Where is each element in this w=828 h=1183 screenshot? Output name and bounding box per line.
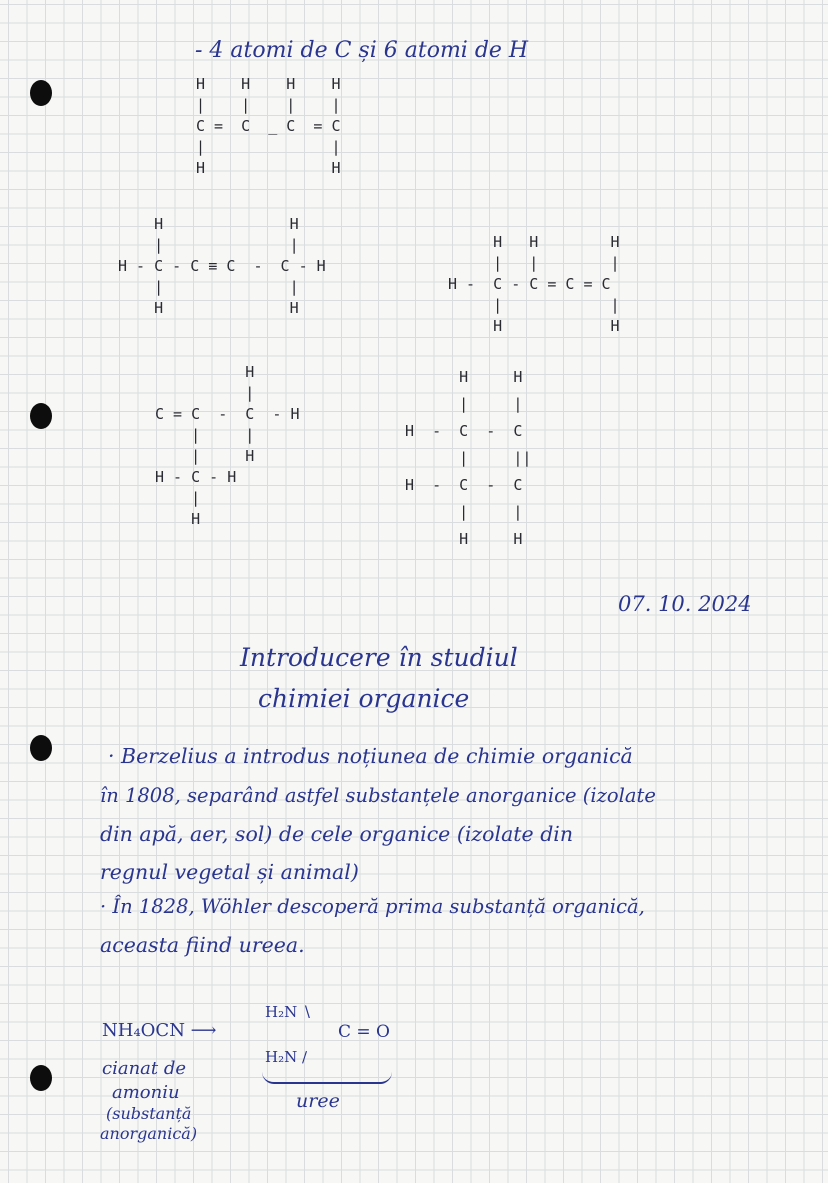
urea-product-bottom: H₂N ∕ — [265, 1048, 308, 1066]
paragraph-line: în 1808, separând astfel substanțele anorganice (izolate — [100, 784, 656, 807]
paragraph-line: · Berzelius a introdus noțiunea de chimie organică — [108, 744, 633, 768]
reactant-label: (substanță — [106, 1104, 192, 1123]
punch-hole — [30, 735, 52, 761]
structure-2: H H | | H - C - C ≡ C - C - H | | H H — [118, 215, 326, 317]
urea-label: uree — [296, 1090, 340, 1112]
paragraph-line: · În 1828, Wöhler descoperă prima substanță organică, — [100, 895, 645, 918]
title-line-1: Introducere în studiul — [240, 643, 518, 672]
reactant-label: amoniu — [112, 1082, 180, 1103]
title-line-2: chimiei organice — [258, 684, 470, 713]
date: 07. 10. 2024 — [618, 592, 752, 616]
urea-product-carbonyl: C = O — [338, 1022, 390, 1042]
heading-line: - 4 atomi de C și 6 atomi de H — [195, 38, 529, 63]
punch-hole — [30, 403, 52, 429]
reactant-label: cianat de — [102, 1058, 187, 1079]
structure-5: H H | | H - C - C | || H - C - C | | H H — [405, 368, 532, 548]
urea-product-top: H₂N ∖ — [265, 1003, 312, 1021]
punch-hole — [30, 1065, 52, 1091]
paragraph-line: regnul vegetal și animal) — [100, 860, 359, 884]
structure-4: H | C = C - C - H | | | H H - C - H | H — [155, 363, 300, 528]
structure-3: H H H | | | H - C - C = C = C | | H H — [448, 233, 620, 335]
structure-1: H H H H | | | | C = C _ C = C | | H H — [196, 75, 341, 177]
brace — [262, 1072, 392, 1084]
paragraph-line: din apă, aer, sol) de cele organice (izolate din — [100, 822, 574, 846]
punch-hole — [30, 80, 52, 106]
reactant-label: anorganică) — [100, 1124, 198, 1143]
urea-reactant: NH₄OCN ⟶ — [102, 1020, 217, 1041]
paragraph-line: aceasta fiind ureea. — [100, 933, 305, 957]
